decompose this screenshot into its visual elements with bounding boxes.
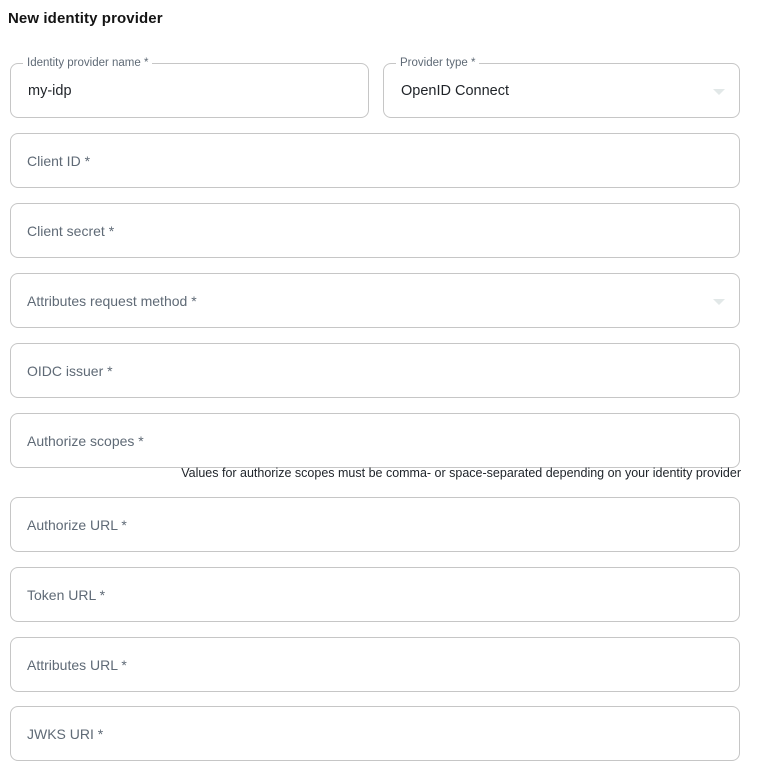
attributes-request-method-label: Attributes request method * (27, 292, 197, 309)
provider-type-value: OpenID Connect (401, 82, 510, 99)
identity-provider-name-field[interactable] (10, 57, 369, 118)
jwks-uri-label: JWKS URI * (27, 725, 104, 742)
authorize-scopes-helper-text: Values for authorize scopes must be comma- or space-separated depending on your identity provider (181, 466, 741, 480)
jwks-uri-field[interactable] (10, 706, 740, 761)
chevron-down-icon (713, 299, 725, 305)
oidc-issuer-label: OIDC issuer * (27, 362, 113, 379)
client-id-label: Client ID * (27, 152, 91, 169)
authorize-scopes-label: Authorize scopes * (27, 432, 144, 449)
client-secret-field[interactable] (10, 203, 740, 258)
attributes-url-label: Attributes URL * (27, 656, 127, 673)
attributes-url-field[interactable] (10, 637, 740, 692)
provider-type-label: Provider type * (396, 56, 479, 71)
authorize-scopes-field[interactable] (10, 413, 740, 468)
client-id-field[interactable] (10, 133, 740, 188)
token-url-field[interactable] (10, 567, 740, 622)
authorize-url-label: Authorize URL * (27, 516, 127, 533)
authorize-url-field[interactable] (10, 497, 740, 552)
provider-type-select[interactable] (383, 57, 740, 118)
oidc-issuer-field[interactable] (10, 343, 740, 398)
page-title: New identity provider (8, 10, 163, 27)
identity-provider-name-value: my-idp (28, 82, 72, 99)
identity-provider-name-label: Identity provider name * (23, 56, 152, 71)
attributes-request-method-select[interactable] (10, 273, 740, 328)
client-secret-label: Client secret * (27, 222, 115, 239)
token-url-label: Token URL * (27, 586, 106, 603)
chevron-down-icon (713, 89, 725, 95)
